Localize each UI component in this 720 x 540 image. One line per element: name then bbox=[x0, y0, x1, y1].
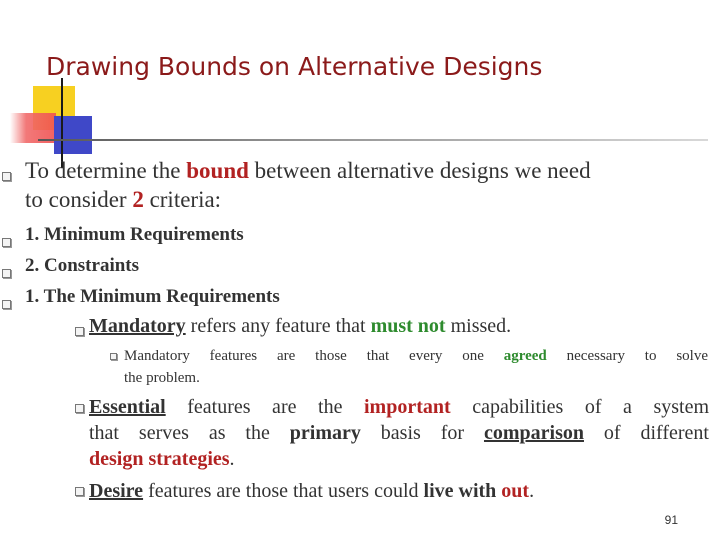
mandatory-definition: Mandatory refers any feature that must not missed. bbox=[89, 315, 512, 337]
bullet-square-icon bbox=[2, 300, 11, 309]
essential-line3: design strategies. bbox=[89, 448, 235, 470]
decor-blue-square bbox=[54, 116, 92, 154]
essential-line1: Essential features are the important capabilities of a system bbox=[89, 396, 710, 418]
bullet-square-icon bbox=[2, 269, 11, 278]
list-item-the-minimum-requirements: 1. The Minimum Requirements bbox=[25, 286, 280, 307]
slide-title: Drawing Bounds on Alternative Designs bbox=[46, 52, 543, 81]
list-item-minimum-requirements: 1. Minimum Requirements bbox=[25, 224, 244, 245]
intro-text: To determine the bound between alternative designs we need to consider 2 criteria: bbox=[25, 158, 591, 212]
page-number: 91 bbox=[664, 513, 678, 527]
list-item-constraints: 2. Constraints bbox=[25, 255, 140, 276]
essential-line2: that serves as the primary basis for comparison of different bbox=[89, 422, 709, 444]
desire-definition: Desire features are those that users could live with out. bbox=[89, 480, 535, 502]
title-divider bbox=[38, 139, 708, 141]
mandatory-sub-line1: Mandatory features are those that every one agreed necessary to solve bbox=[124, 348, 708, 364]
bullet-square-icon bbox=[75, 327, 84, 336]
bullet-square-icon bbox=[2, 238, 11, 247]
decor-vertical-line bbox=[61, 78, 63, 168]
bullet-square-icon bbox=[2, 172, 11, 181]
bullet-square-icon bbox=[110, 353, 117, 360]
bullet-square-icon bbox=[75, 404, 84, 413]
bullet-square-icon bbox=[75, 487, 84, 496]
mandatory-sub-line2: the problem. bbox=[124, 370, 200, 386]
